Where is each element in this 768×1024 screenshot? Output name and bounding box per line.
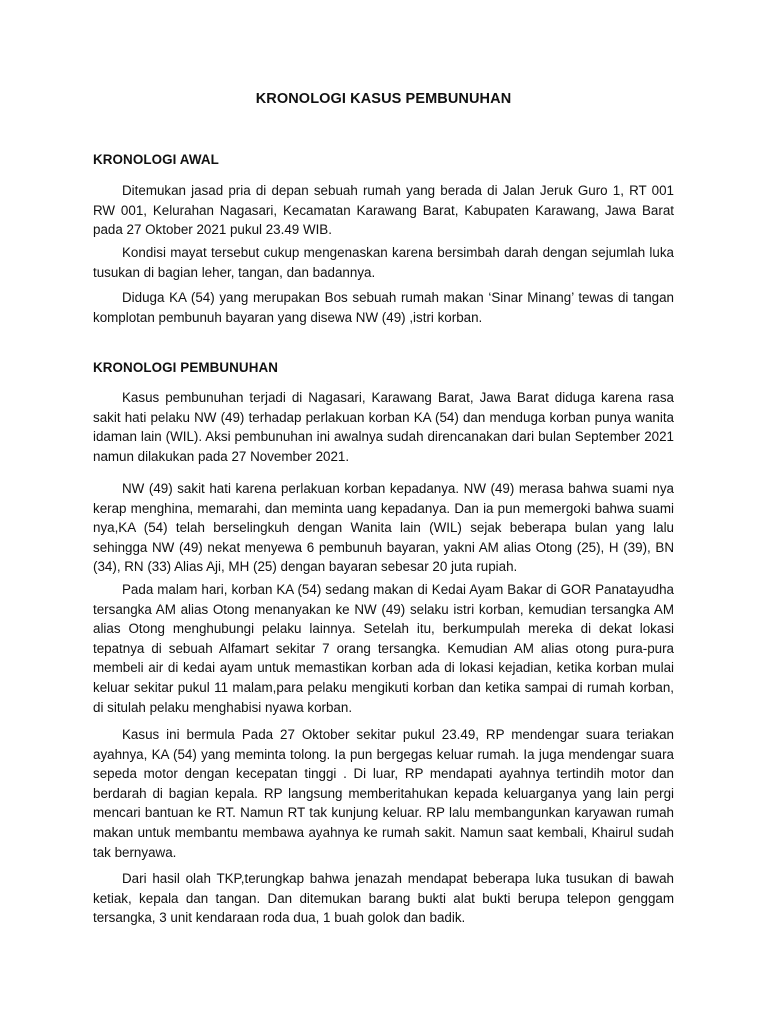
paragraph: Dari hasil olah TKP,terungkap bahwa jenazah mendapat beberapa luka tusukan di bawah ketiak, kepala dan tangan. Dan ditemukan barang bukti alat bukti berupa telepon genggam tersangka, 3 unit kendaraan roda dua, 1 buah golok dan badik. — [93, 871, 674, 926]
paragraph: Kasus pembunuhan terjadi di Nagasari, Karawang Barat, Jawa Barat diduga karena rasa sakit hati pelaku NW (49) terhadap perlakuan korban KA (54) dan menduga korban punya wanita idaman lain (WIL). Aksi pembunuhan ini awalnya sudah direncanakan dari bulan September 2021 namun dilakukan pada 27 November 2021. — [93, 390, 674, 464]
paragraph: Kasus ini bermula Pada 27 Oktober sekitar pukul 23.49, RP mendengar suara teriakan ayahnya, KA (54) yang meminta tolong. Ia pun bergegas keluar rumah. Ia juga mendengar suara sepeda motor dengan kecepatan tinggi . Di luar, RP mendapati ayahnya tertindih motor dan berdarah di bagian kepala. RP langsung memberitahukan kepada keluarganya yang lain pergi mencari bantuan ke RT. Namun RT tak kunjung keluar. RP lalu membangunkan karyawan rumah makan untuk membantu membawa ayahnya ke rumah sakit. Namun saat kembali, Khairul sudah tak bernyawa. — [93, 727, 674, 860]
section-heading-kronologi-awal: KRONOLOGI AWAL — [93, 152, 219, 167]
paragraph: Pada malam hari, korban KA (54) sedang makan di Kedai Ayam Bakar di GOR Panatayudha tersangka AM alias Otong menanyakan ke NW (49) selaku istri korban, kemudian tersangka AM alias Otong menghubungi pelaku lainnya. Setelah itu, berkumpulah mereka di dekat lokasi tepatnya di sebuah Alfamart sekitar 7 orang tersangka. Kemudian AM alias otong pura-pura membeli air di kedai ayam untuk memastikan korban ada di lokasi kejadian, ketika korban mulai keluar sekitar pukul 11 malam,para pelaku mengikuti korban dan ketika sampai di rumah korban, di situlah pelaku menghabisi nyawa korban. — [93, 582, 674, 715]
document-page — [93, 0, 674, 1024]
document-title: KRONOLOGI KASUS PEMBUNUHAN — [255, 91, 512, 107]
section-heading-kronologi-pembunuhan: KRONOLOGI PEMBUNUHAN — [93, 360, 279, 375]
paragraph: NW (49) sakit hati karena perlakuan korban kepadanya. NW (49) merasa bahwa suami nya kerap menghina, memarahi, dan meminta uang kepadanya. Dan ia pun memergoki bahwa suami nya,KA (54) telah berselingkuh dengan Wanita lain (WIL) sejak beberapa bulan yang lalu sehingga NW (49) nekat menyewa 6 pembunuh bayaran, yakni AM alias Otong (25), H (39), BN (34), RN (33) Alias Aji, MH (25) dengan bayaran sebesar 20 juta rupiah. — [93, 481, 674, 575]
paragraph: Ditemukan jasad pria di depan sebuah rumah yang berada di Jalan Jeruk Guro 1, RT 001 RW 001, Kelurahan Nagasari, Kecamatan Karawang Barat, Kabupaten Karawang, Jawa Barat pada 27 Oktober 2021 pukul 23.49 WIB. — [93, 183, 674, 238]
paragraph: Diduga KA (54) yang merupakan Bos sebuah rumah makan ‘Sinar Minang’ tewas di tangan komplotan pembunuh bayaran yang disewa NW (49) ,istri korban. — [93, 290, 674, 325]
paragraph: Kondisi mayat tersebut cukup mengenaskan karena bersimbah darah dengan sejumlah luka tusukan di bagian leher, tangan, dan badannya. — [93, 245, 674, 280]
